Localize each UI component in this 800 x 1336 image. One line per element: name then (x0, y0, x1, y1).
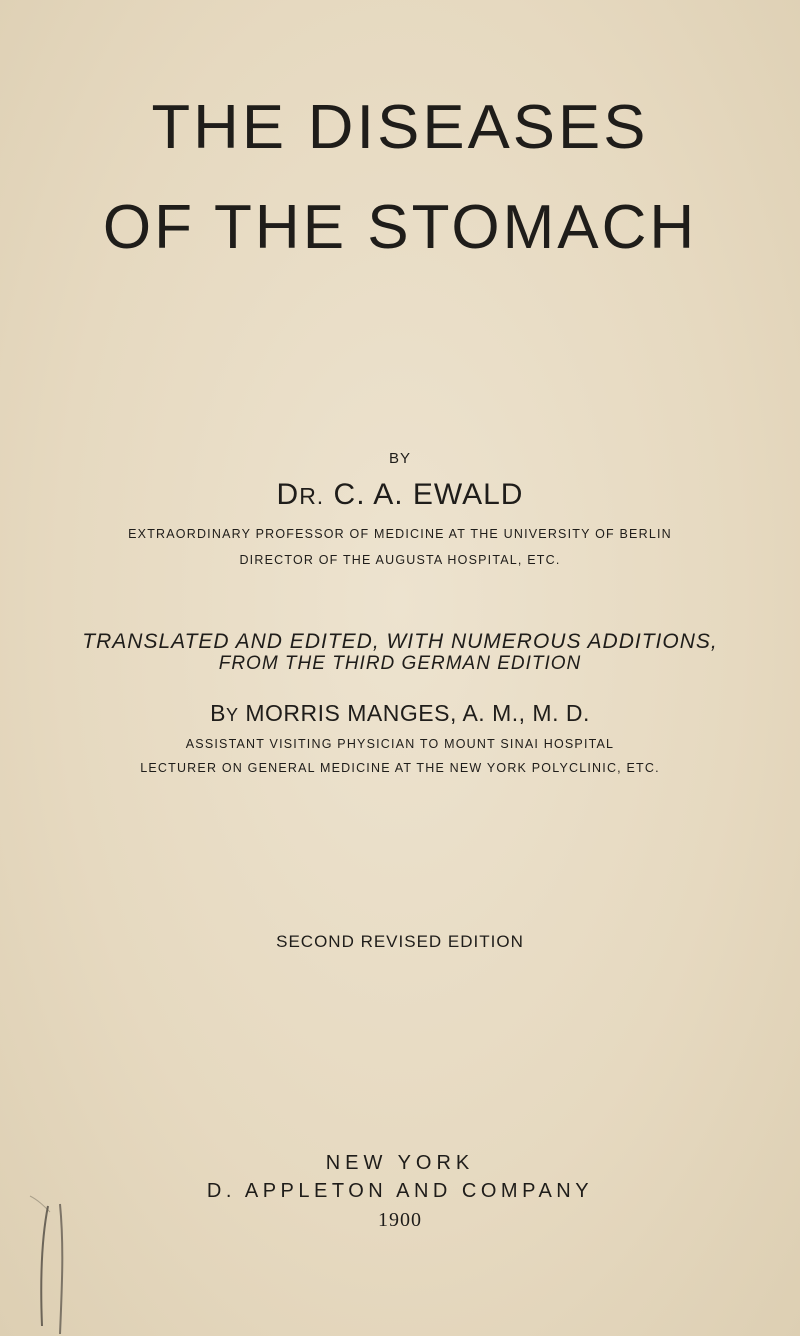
translator-prefix-rest: Y (225, 705, 239, 725)
author-affiliation-2: DIRECTOR OF THE AUGUSTA HOSPITAL, ETC. (239, 553, 561, 567)
author-prefix-initial: D (276, 478, 300, 511)
author-prefix-rest: R. (299, 483, 325, 509)
translator-affiliation-2: LECTURER ON GENERAL MEDICINE AT THE NEW YORK POLYCLINIC, ETC. (140, 761, 660, 775)
book-title-line-1: THE DISEASES (151, 93, 649, 162)
translation-note-line-2: FROM THE THIRD GERMAN EDITION (218, 653, 582, 674)
translator-prefix-initial: B (210, 700, 226, 726)
translation-note-line-1: TRANSLATED AND EDITED, WITH NUMEROUS ADDITIONS, (82, 630, 718, 653)
imprint-year: 1900 (378, 1209, 422, 1231)
book-title-line-2: OF THE STOMACH (102, 193, 698, 262)
author-full-name: C. A. EWALD (333, 478, 524, 511)
by-label: BY (388, 450, 411, 467)
translator-affiliation-1: ASSISTANT VISITING PHYSICIAN TO MOUNT SINAI HOSPITAL (185, 737, 615, 751)
imprint-publisher: D. APPLETON AND COMPANY (206, 1180, 594, 1202)
edition-statement: SECOND REVISED EDITION (276, 932, 524, 951)
translator-full-name: MORRIS MANGES, A. M., M. D. (245, 700, 590, 726)
author-affiliation-1: EXTRAORDINARY PROFESSOR OF MEDICINE AT THE UNIVERSITY OF BERLIN (128, 527, 672, 541)
author-name (0, 478, 800, 512)
translator-name (0, 700, 800, 727)
imprint-place: NEW YORK (325, 1152, 475, 1174)
